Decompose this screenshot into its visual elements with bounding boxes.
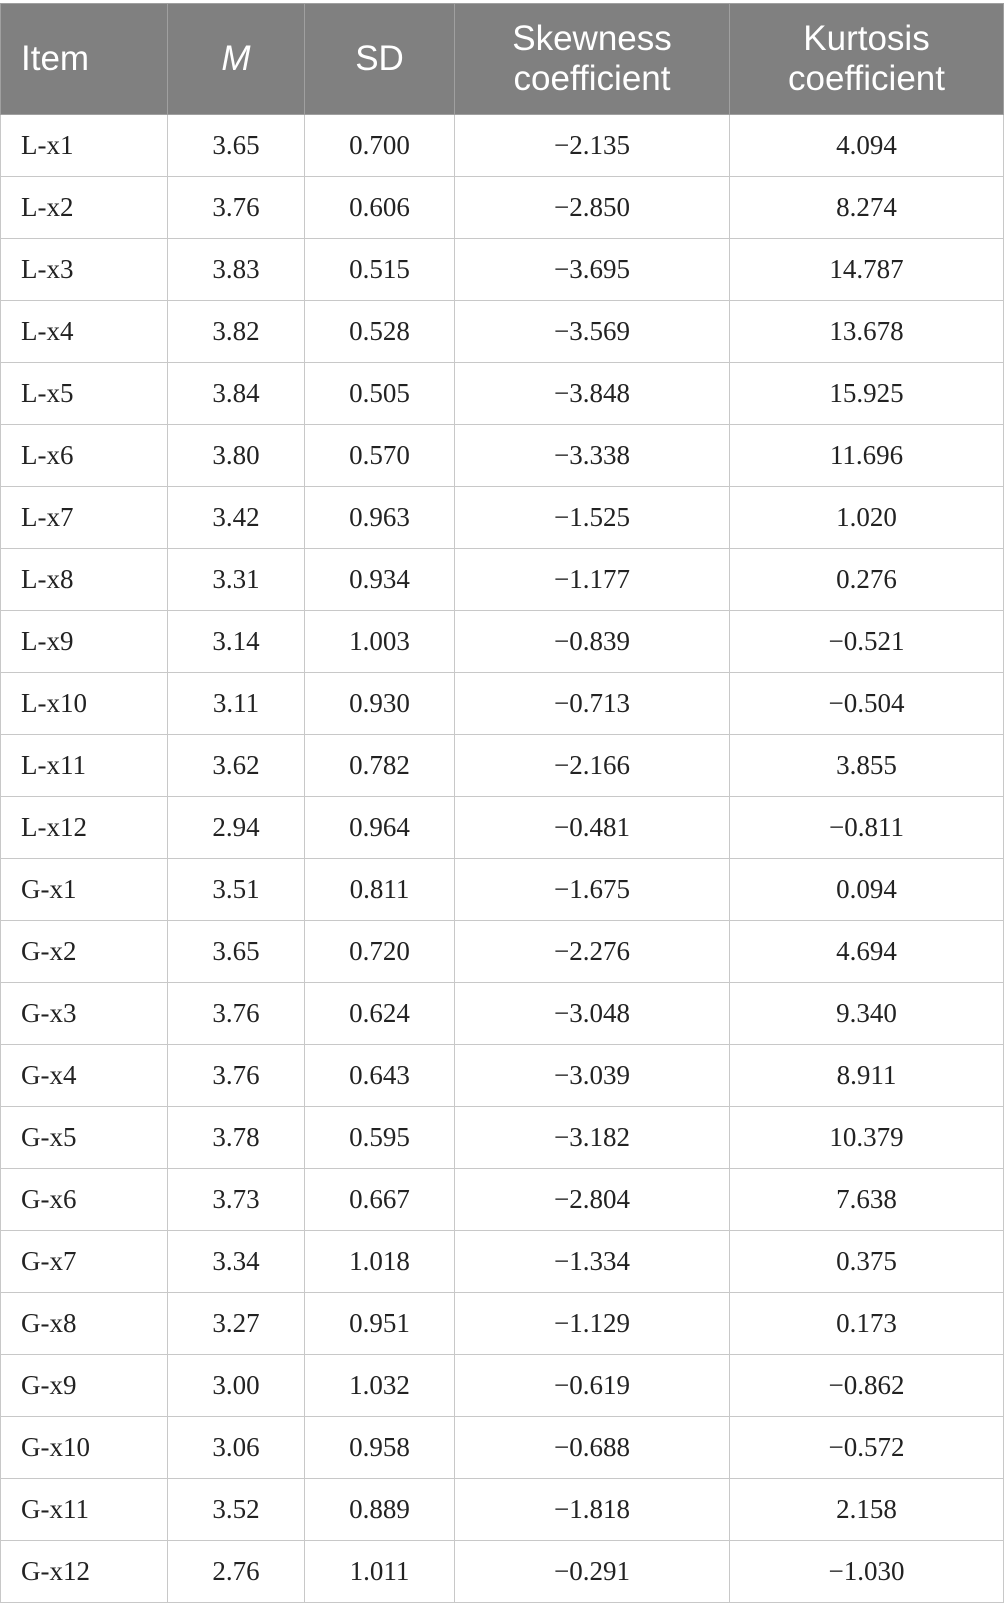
- cell-sd: 0.963: [305, 487, 455, 549]
- cell-mean: 3.31: [168, 549, 305, 611]
- cell-kurtosis: 2.158: [730, 1479, 1004, 1541]
- cell-kurtosis: 9.340: [730, 983, 1004, 1045]
- cell-sd: 0.606: [305, 177, 455, 239]
- table-row: [1, 425, 1004, 487]
- cell-sd: 1.032: [305, 1355, 455, 1417]
- cell-skewness: −1.177: [455, 549, 730, 611]
- cell-sd: 0.811: [305, 859, 455, 921]
- statistics-table: [0, 3, 1004, 1603]
- cell-skewness: −0.619: [455, 1355, 730, 1417]
- cell-mean: 3.14: [168, 611, 305, 673]
- cell-kurtosis: 4.694: [730, 921, 1004, 983]
- table-row: [1, 1169, 1004, 1231]
- cell-skewness: −1.525: [455, 487, 730, 549]
- cell-kurtosis: 8.274: [730, 177, 1004, 239]
- cell-sd: 0.515: [305, 239, 455, 301]
- cell-skewness: −0.291: [455, 1541, 730, 1603]
- cell-mean: 3.82: [168, 301, 305, 363]
- cell-item: G-x9: [1, 1355, 168, 1417]
- header-row: [1, 4, 1004, 115]
- table-row: [1, 1355, 1004, 1417]
- cell-mean: 2.94: [168, 797, 305, 859]
- table-row: [1, 301, 1004, 363]
- cell-mean: 3.83: [168, 239, 305, 301]
- cell-item: G-x2: [1, 921, 168, 983]
- table-row: [1, 1293, 1004, 1355]
- column-header-skewness: Skewness coefficient: [455, 4, 730, 115]
- cell-item: L-x8: [1, 549, 168, 611]
- cell-sd: 1.018: [305, 1231, 455, 1293]
- cell-kurtosis: 0.375: [730, 1231, 1004, 1293]
- column-header-kurtosis: Kurtosis coefficient: [730, 4, 1004, 115]
- cell-mean: 3.84: [168, 363, 305, 425]
- table-row: [1, 797, 1004, 859]
- table-body: [1, 115, 1004, 1603]
- cell-skewness: −0.688: [455, 1417, 730, 1479]
- cell-kurtosis: 3.855: [730, 735, 1004, 797]
- cell-kurtosis: 0.173: [730, 1293, 1004, 1355]
- table-row: [1, 1417, 1004, 1479]
- cell-skewness: −2.804: [455, 1169, 730, 1231]
- table-row: [1, 1045, 1004, 1107]
- cell-kurtosis: −0.862: [730, 1355, 1004, 1417]
- cell-sd: 0.951: [305, 1293, 455, 1355]
- cell-mean: 3.65: [168, 921, 305, 983]
- cell-sd: 0.624: [305, 983, 455, 1045]
- column-header-sd: SD: [305, 4, 455, 115]
- cell-sd: 1.003: [305, 611, 455, 673]
- table-row: [1, 983, 1004, 1045]
- table-row: [1, 735, 1004, 797]
- cell-mean: 3.52: [168, 1479, 305, 1541]
- table-row: [1, 673, 1004, 735]
- cell-item: G-x6: [1, 1169, 168, 1231]
- cell-mean: 3.27: [168, 1293, 305, 1355]
- cell-kurtosis: 0.094: [730, 859, 1004, 921]
- cell-sd: 0.667: [305, 1169, 455, 1231]
- cell-mean: 3.51: [168, 859, 305, 921]
- cell-item: G-x3: [1, 983, 168, 1045]
- cell-item: L-x5: [1, 363, 168, 425]
- table-row: [1, 1541, 1004, 1603]
- cell-mean: 3.00: [168, 1355, 305, 1417]
- cell-mean: 3.76: [168, 177, 305, 239]
- cell-skewness: −1.334: [455, 1231, 730, 1293]
- table-row: [1, 1479, 1004, 1541]
- cell-kurtosis: −0.521: [730, 611, 1004, 673]
- cell-item: L-x10: [1, 673, 168, 735]
- cell-skewness: −1.818: [455, 1479, 730, 1541]
- cell-sd: 0.930: [305, 673, 455, 735]
- cell-item: G-x10: [1, 1417, 168, 1479]
- cell-skewness: −2.135: [455, 115, 730, 177]
- cell-skewness: −2.850: [455, 177, 730, 239]
- cell-item: L-x4: [1, 301, 168, 363]
- cell-kurtosis: −1.030: [730, 1541, 1004, 1603]
- cell-item: G-x11: [1, 1479, 168, 1541]
- table-row: [1, 1231, 1004, 1293]
- cell-skewness: −3.048: [455, 983, 730, 1045]
- cell-item: L-x12: [1, 797, 168, 859]
- cell-sd: 0.505: [305, 363, 455, 425]
- cell-mean: 3.06: [168, 1417, 305, 1479]
- cell-item: L-x6: [1, 425, 168, 487]
- cell-item: G-x1: [1, 859, 168, 921]
- cell-sd: 0.958: [305, 1417, 455, 1479]
- cell-sd: 0.964: [305, 797, 455, 859]
- table-row: [1, 115, 1004, 177]
- cell-skewness: −3.848: [455, 363, 730, 425]
- cell-kurtosis: −0.572: [730, 1417, 1004, 1479]
- cell-kurtosis: 8.911: [730, 1045, 1004, 1107]
- cell-mean: 3.73: [168, 1169, 305, 1231]
- table-header: [1, 4, 1004, 115]
- cell-skewness: −3.569: [455, 301, 730, 363]
- table-row: [1, 549, 1004, 611]
- cell-skewness: −2.276: [455, 921, 730, 983]
- cell-mean: 3.78: [168, 1107, 305, 1169]
- cell-skewness: −3.039: [455, 1045, 730, 1107]
- cell-kurtosis: −0.811: [730, 797, 1004, 859]
- table-row: [1, 363, 1004, 425]
- cell-kurtosis: 10.379: [730, 1107, 1004, 1169]
- cell-mean: 3.11: [168, 673, 305, 735]
- cell-kurtosis: 13.678: [730, 301, 1004, 363]
- cell-item: G-x8: [1, 1293, 168, 1355]
- table-row: [1, 1107, 1004, 1169]
- cell-mean: 3.42: [168, 487, 305, 549]
- cell-kurtosis: −0.504: [730, 673, 1004, 735]
- cell-sd: 1.011: [305, 1541, 455, 1603]
- cell-kurtosis: 0.276: [730, 549, 1004, 611]
- cell-item: L-x3: [1, 239, 168, 301]
- cell-item: L-x7: [1, 487, 168, 549]
- table-row: [1, 239, 1004, 301]
- table-row: [1, 487, 1004, 549]
- cell-item: G-x12: [1, 1541, 168, 1603]
- cell-skewness: −1.129: [455, 1293, 730, 1355]
- cell-sd: 0.700: [305, 115, 455, 177]
- cell-item: L-x2: [1, 177, 168, 239]
- column-header-item: Item: [1, 4, 168, 115]
- cell-item: G-x5: [1, 1107, 168, 1169]
- cell-kurtosis: 1.020: [730, 487, 1004, 549]
- cell-kurtosis: 11.696: [730, 425, 1004, 487]
- cell-kurtosis: 15.925: [730, 363, 1004, 425]
- cell-skewness: −2.166: [455, 735, 730, 797]
- cell-mean: 3.76: [168, 983, 305, 1045]
- cell-sd: 0.720: [305, 921, 455, 983]
- cell-skewness: −0.713: [455, 673, 730, 735]
- cell-sd: 0.528: [305, 301, 455, 363]
- cell-sd: 0.570: [305, 425, 455, 487]
- cell-skewness: −3.695: [455, 239, 730, 301]
- cell-skewness: −0.481: [455, 797, 730, 859]
- cell-skewness: −3.182: [455, 1107, 730, 1169]
- cell-mean: 3.65: [168, 115, 305, 177]
- table-row: [1, 921, 1004, 983]
- cell-kurtosis: 14.787: [730, 239, 1004, 301]
- cell-item: L-x9: [1, 611, 168, 673]
- table-row: [1, 611, 1004, 673]
- cell-kurtosis: 4.094: [730, 115, 1004, 177]
- cell-sd: 0.595: [305, 1107, 455, 1169]
- cell-item: L-x11: [1, 735, 168, 797]
- cell-kurtosis: 7.638: [730, 1169, 1004, 1231]
- table-row: [1, 859, 1004, 921]
- cell-skewness: −3.338: [455, 425, 730, 487]
- table-row: [1, 177, 1004, 239]
- cell-mean: 2.76: [168, 1541, 305, 1603]
- cell-item: G-x7: [1, 1231, 168, 1293]
- cell-sd: 0.643: [305, 1045, 455, 1107]
- cell-mean: 3.76: [168, 1045, 305, 1107]
- cell-skewness: −1.675: [455, 859, 730, 921]
- cell-mean: 3.80: [168, 425, 305, 487]
- cell-item: L-x1: [1, 115, 168, 177]
- cell-sd: 0.782: [305, 735, 455, 797]
- cell-item: G-x4: [1, 1045, 168, 1107]
- cell-mean: 3.62: [168, 735, 305, 797]
- cell-mean: 3.34: [168, 1231, 305, 1293]
- cell-skewness: −0.839: [455, 611, 730, 673]
- cell-sd: 0.889: [305, 1479, 455, 1541]
- cell-sd: 0.934: [305, 549, 455, 611]
- column-header-mean: M: [168, 4, 305, 115]
